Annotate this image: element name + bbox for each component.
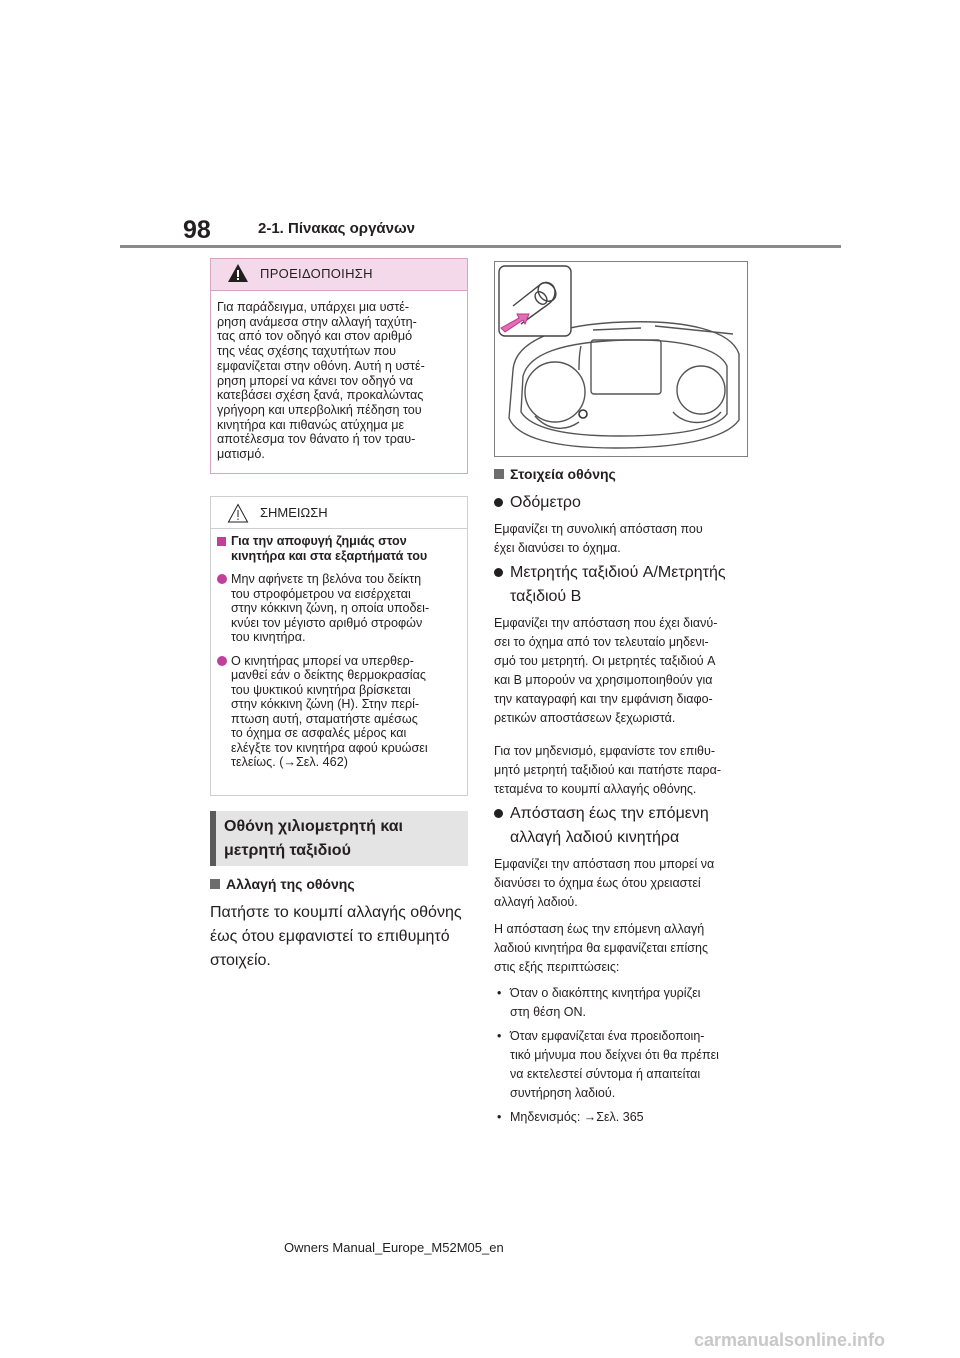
text-line: ρετικών αποστάσεων ξεχωριστά.: [494, 711, 676, 725]
text-line: Μην αφήνετε τη βελόνα του δείκτη: [231, 572, 422, 586]
text-line: σμό του μετρητή. Οι μετρητές ταξιδιού A: [494, 654, 716, 668]
note-header: [211, 497, 467, 529]
text-line: Για την αποφυγή ζημιάς στον: [231, 534, 407, 548]
band-title-line: μετρητή ταξιδιού: [224, 842, 351, 859]
text-line: κνύει τον μέγιστο αριθμό στροφών: [231, 615, 423, 630]
change-display-heading: [210, 876, 355, 892]
text-line: και B μπορούν να χρησιμοποιηθούν για: [494, 673, 713, 687]
oil-change-title: [494, 802, 709, 850]
change-display-text: [210, 901, 472, 973]
text-line: Εμφανίζει την απόσταση που μπορεί να: [494, 857, 715, 871]
warning-box: [210, 258, 468, 474]
warning-title: ΠΡΟΕΙΔΟΠΟΙΗΣΗ: [260, 266, 373, 281]
warning-text: [211, 291, 467, 462]
text-line: ρηση μπορεί να κάνει τον οδηγό να: [217, 373, 413, 388]
text-line: ρηση ανάμεσα στην αλλαγή ταχύτη-: [217, 314, 417, 329]
bullet-icon: •: [497, 1029, 502, 1043]
text-line: να εκτελεστεί σύντομα ή απαιτείται: [510, 1067, 701, 1081]
text-line: λαδιού κινητήρα θα εμφανίζεται επίσης: [494, 941, 708, 955]
text-line: στην κόκκινη ζώνη (H). Στην περί-: [231, 697, 420, 711]
note-title: ΣΗΜΕΙΩΣΗ: [260, 505, 328, 520]
circle-bullet-icon: [494, 498, 503, 507]
trip-meter-title: [494, 561, 726, 609]
text-line: σει το όχημα από τον τελευταίο μηδενι-: [494, 635, 709, 649]
text-line: του ψυκτικού κινητήρα βρίσκεται: [231, 682, 411, 697]
text-line: εμφανίζεται στην οθόνη. Αυτή η υστέ-: [217, 358, 425, 373]
text-line: τικό μήνυμα που δείχνει ότι θα πρέπει: [510, 1048, 719, 1062]
text-line: κινητήρα και στα εξαρτήματά του: [231, 548, 428, 563]
text-line: αποτέλεσμα τον θάνατο ή τον τραυ-: [217, 432, 416, 447]
cluster-illustration: [495, 262, 747, 456]
heading-text: Απόσταση έως την επόμενη: [510, 805, 709, 822]
square-bullet-icon: [217, 537, 226, 546]
note-item: [217, 654, 461, 770]
text-line: μητό μετρητή ταξιδιού και πατήστε παρα-: [494, 763, 722, 777]
section-band: [210, 811, 468, 866]
display-items-heading: [494, 466, 616, 482]
text-line: Για παράδειγμα, υπάρχει μια υστέ-: [217, 300, 410, 314]
text-line: Η απόσταση έως την επόμενη αλλαγή: [494, 922, 705, 936]
note-heading: [217, 534, 461, 563]
heading-text: Μετρητής ταξιδιού A/Μετρητής: [510, 564, 726, 581]
text-line: στη θέση ON.: [510, 1005, 586, 1019]
instrument-cluster-figure: [494, 261, 748, 457]
trip-meter-text: [494, 614, 752, 728]
text-line: το όχημα σε ασφαλές μέρος και: [231, 726, 407, 740]
text-line: τελείως. (→Σελ. 462): [231, 755, 348, 769]
text-line: κινητήρα και πιθανώς ατύχημα με: [217, 417, 405, 432]
heading-text: Αλλαγή της οθόνης: [226, 876, 355, 892]
oil-change-conditions: [494, 920, 752, 977]
heading-text: αλλαγή λαδιού κινητήρα: [510, 829, 680, 846]
text-line: συντήρηση λαδιού.: [510, 1086, 616, 1100]
bullet-icon: •: [497, 1110, 502, 1124]
text-line: Εμφανίζει τη συνολική απόσταση που: [494, 522, 703, 536]
text-line: πτωση αυτή, σταματήστε αμέσως: [231, 711, 418, 726]
heading-text: ταξιδιού B: [510, 588, 582, 605]
text-line: μανθεί εάν ο δείκτης θερμοκρασίας: [231, 668, 426, 682]
text-line: ελέγξτε τον κινητήρα αφού κρυώσει: [231, 740, 428, 755]
list-item: [494, 1027, 752, 1103]
circle-bullet-icon: [494, 809, 503, 818]
page-number: 98: [183, 216, 211, 244]
note-text: [211, 529, 467, 770]
note-box: [210, 496, 468, 796]
text-line: την καταγραφή και την εμφάνιση διαφο-: [494, 692, 713, 706]
odometer-title: [494, 491, 581, 515]
text-line: της νέας σχέσης ταχυτήτων που: [217, 344, 397, 359]
text-line: του στροφόμετρου να εισέρχεται: [231, 586, 411, 601]
text-line: Μηδενισμός: →Σελ. 365: [510, 1110, 644, 1124]
text-line: τας από τον οδηγό και στον αριθμό: [217, 329, 413, 344]
text-line: Όταν ο διακόπτης κινητήρα γυρίζει: [510, 986, 701, 1000]
text-line: κατεβάσει σχέση ξανά, προκαλώντας: [217, 388, 424, 403]
text-line: Ο κινητήρας μπορεί να υπερθερ-: [231, 653, 414, 668]
text-line: έχει διανύσει το όχημα.: [494, 541, 621, 555]
bullet-icon: •: [497, 986, 502, 1000]
header-rule: [120, 245, 841, 248]
odometer-text: [494, 520, 752, 558]
section-title: 2-1. Πίνακας οργάνων: [258, 220, 415, 237]
warning-icon: [227, 263, 249, 283]
heading-text: Οδόμετρο: [510, 494, 581, 511]
oil-change-text: [494, 855, 752, 912]
text-line: Για τον μηδενισμό, εμφανίστε τον επιθυ-: [494, 744, 715, 758]
text-line: ματισμό.: [217, 447, 265, 462]
text-line: Όταν εμφανίζεται ένα προειδοποιη-: [510, 1029, 705, 1043]
heading-text: Στοιχεία οθόνης: [510, 466, 616, 482]
note-item: [217, 572, 461, 645]
text-line: έως ότου εμφανιστεί το επιθυμητό: [210, 928, 450, 945]
square-bullet-icon: [210, 879, 220, 889]
text-line: στοιχείο.: [210, 952, 271, 969]
list-item: [494, 984, 752, 1022]
text-line: αλλαγή λαδιού.: [494, 895, 578, 909]
trip-reset-text: [494, 742, 752, 799]
list-item: [494, 1108, 752, 1127]
text-line: τεταμένα το κουμπί αλλαγής οθόνης.: [494, 782, 697, 796]
text-line: Εμφανίζει την απόσταση που έχει διανύ-: [494, 616, 718, 630]
square-bullet-icon: [494, 469, 504, 479]
circle-bullet-icon: [217, 574, 227, 584]
circle-bullet-icon: [217, 656, 227, 666]
text-line: στις εξής περιπτώσεις:: [494, 960, 620, 974]
watermark: carmanualsonline.info: [694, 1330, 886, 1350]
text-line: στην κόκκινη ζώνη, η οποία υποδει-: [231, 601, 430, 615]
circle-bullet-icon: [494, 568, 503, 577]
footer-text: Owners Manual_Europe_M52M05_en: [284, 1240, 504, 1255]
band-title-line: Οθόνη χιλιομετρητή και: [224, 818, 403, 835]
text-line: γρήγορη και υπερβολική πέδηση του: [217, 402, 422, 417]
text-line: του κινητήρα.: [231, 630, 306, 644]
text-line: διανύσει το όχημα έως ότου χρειαστεί: [494, 876, 701, 890]
caution-icon: [227, 503, 249, 523]
warning-header: [211, 259, 467, 291]
text-line: Πατήστε το κουμπί αλλαγής οθόνης: [210, 904, 462, 921]
